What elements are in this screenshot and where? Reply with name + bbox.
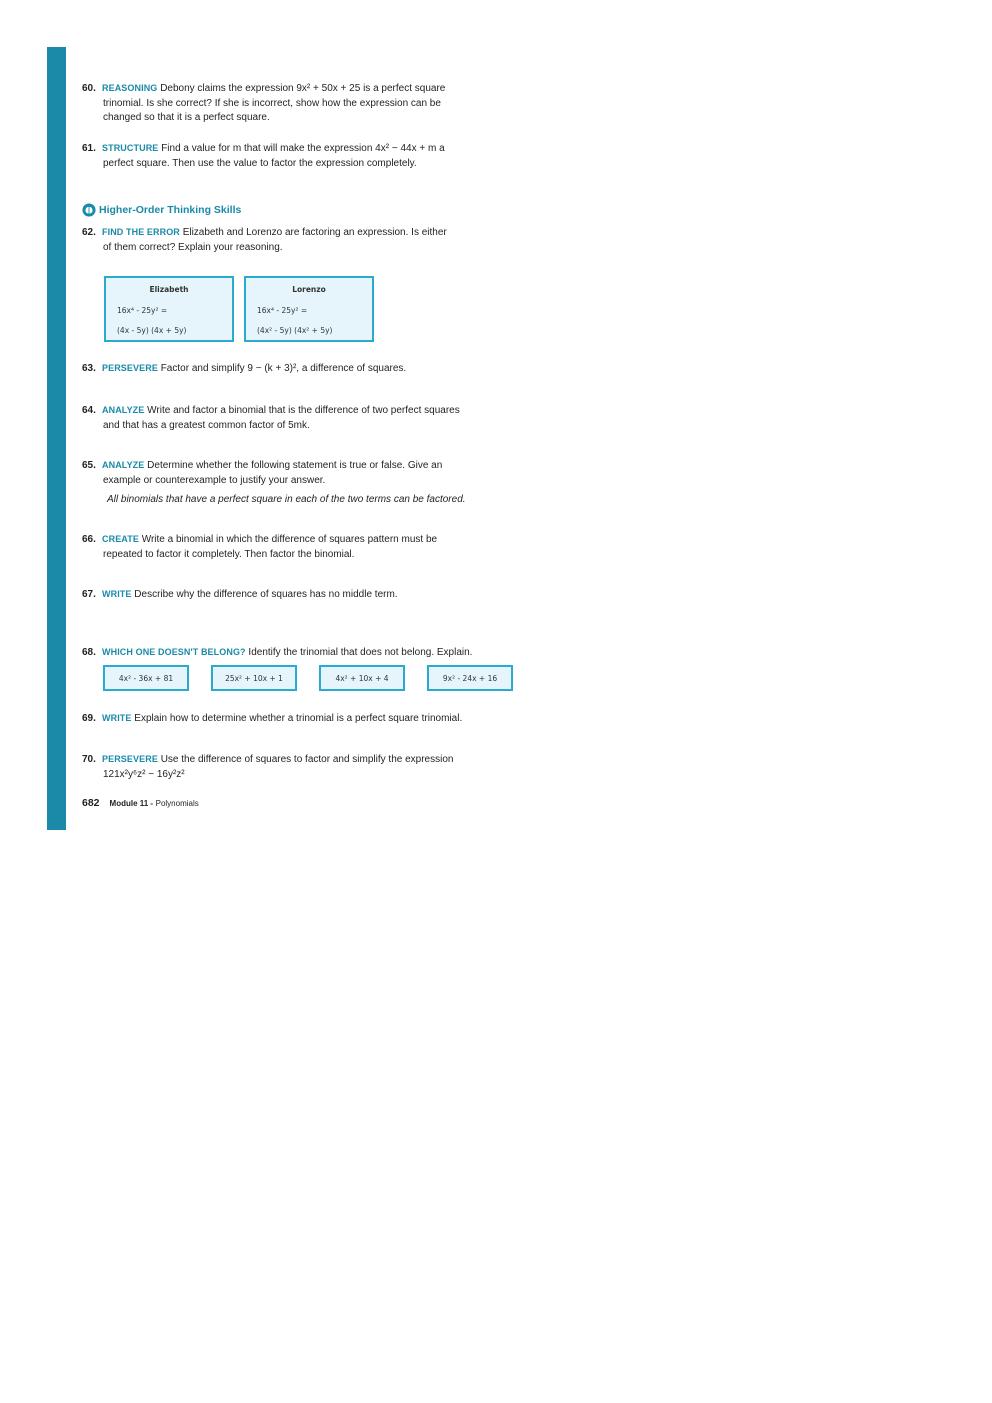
problem-tag: ANALYZE — [102, 405, 145, 415]
problem-61: 61. STRUCTURE Find a value for m that will make the expression 4x² − 44x + m a perfect square. Then use the value to factor the expression completely. — [82, 143, 445, 169]
problem-tag: FIND THE ERROR — [102, 227, 180, 237]
sidebar-bar — [47, 47, 66, 830]
trinomial-choice: 4x² - 36x + 81 — [103, 665, 189, 691]
page-footer — [82, 797, 199, 809]
problem-tag: REASONING — [102, 83, 158, 93]
problem-69: 69. WRITE Explain how to determine whether a trinomial is a perfect square trinomial. — [82, 713, 463, 724]
problem-62: 62. FIND THE ERROR Elizabeth and Lorenzo are factoring an expression. Is either of them correct? Explain your reasoning. — [82, 227, 447, 253]
problem-68: 68. WHICH ONE DOESN'T BELONG? Identify the trinomial that does not belong. Explain. — [82, 647, 473, 658]
problem-63: 63. PERSEVERE Factor and simplify 9 − (k + 3)², a difference of squares. — [82, 363, 407, 374]
trinomial-choice: 25x² + 10x + 1 — [211, 665, 297, 691]
trinomial-choice: 9x² - 24x + 16 — [427, 665, 513, 691]
problem-tag: WRITE — [102, 713, 132, 723]
page-number: 682 — [82, 797, 100, 809]
true-false-statement: All binomials that have a perfect square in each of the two terms can be factored. — [107, 494, 466, 505]
lorenzo-work-box: Lorenzo 16x⁴ - 25y² = (4x² - 5y) (4x² + 5y) — [244, 276, 374, 342]
problem-64: 64. ANALYZE Write and factor a binomial that is the difference of two perfect squares and that has a greatest common factor of 5mk. — [82, 405, 460, 431]
problem-tag: STRUCTURE — [102, 143, 159, 153]
brain-icon — [82, 203, 96, 217]
trinomial-choice: 4x² + 10x + 4 — [319, 665, 405, 691]
module-label: Module 11 - — [109, 799, 154, 808]
problem-65: 65. ANALYZE Determine whether the following statement is true or false. Give an example or counterexample to justify your answer. All binomials that have a perfect square in each of the two terms can be factored. — [82, 458, 522, 508]
problem-tag: WRITE — [102, 589, 132, 599]
problem-tag: CREATE — [102, 534, 139, 544]
problem-70: 70. PERSEVERE Use the difference of squares to factor and simplify the expression 121x²y⁶z² − 16y²z² — [82, 754, 454, 780]
problem-67: 67. WRITE Describe why the difference of squares has no middle term. — [82, 589, 398, 600]
problem-66: 66. CREATE Write a binomial in which the difference of squares pattern must be repeated to factor it completely. Then factor the binomial. — [82, 534, 438, 560]
elizabeth-work-box: Elizabeth 16x⁴ - 25y² = (4x - 5y) (4x + 5y) — [104, 276, 234, 342]
problem-tag: ANALYZE — [102, 460, 145, 470]
topic-label: Polynomials — [155, 799, 199, 808]
problem-tag: PERSEVERE — [102, 363, 158, 373]
hots-heading: Higher-Order Thinking Skills — [82, 203, 241, 217]
problem-60: 60. REASONING Debony claims the expression 9x² + 50x + 25 is a perfect square trinomial. Is she correct? If she is incorrect, show how the expression can be changed so that it is a perfect square. — [82, 83, 446, 123]
problem-tag: WHICH ONE DOESN'T BELONG? — [102, 647, 246, 657]
problem-tag: PERSEVERE — [102, 754, 158, 764]
